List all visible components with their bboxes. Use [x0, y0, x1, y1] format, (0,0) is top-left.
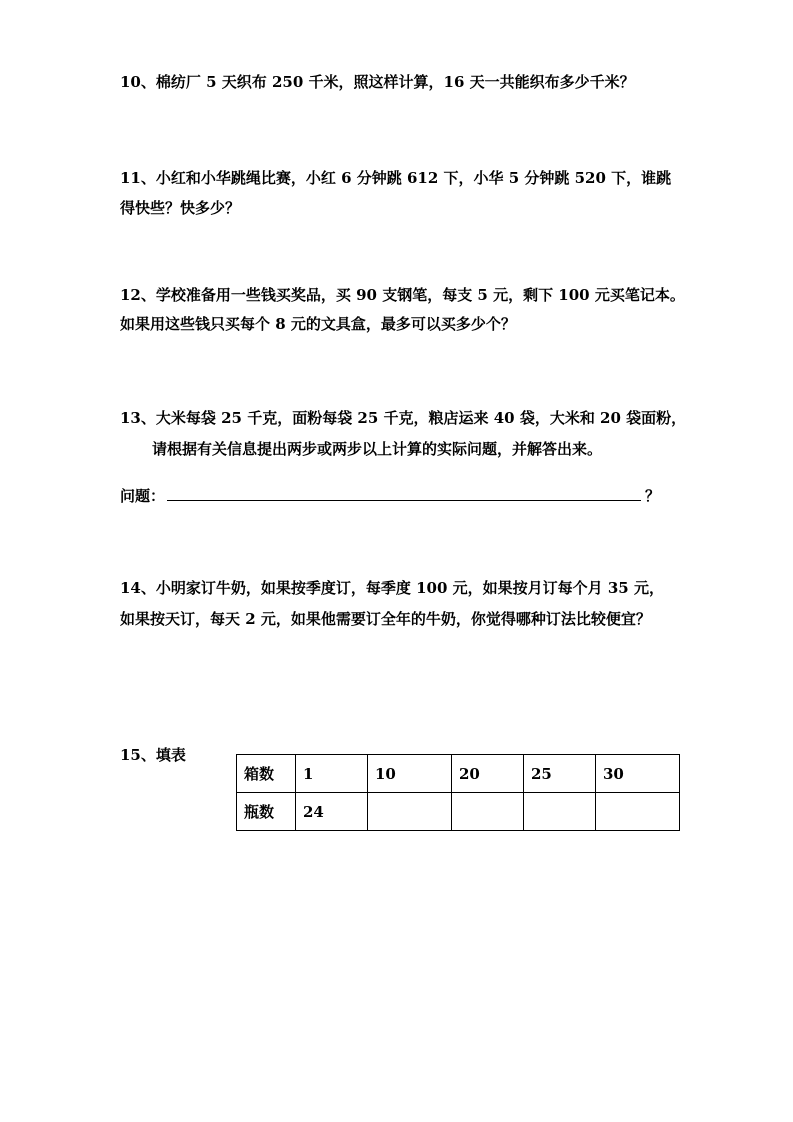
table-cell-empty[interactable]: [452, 793, 524, 831]
table-cell: 20: [452, 755, 524, 793]
table-cell: 瓶数: [237, 793, 296, 831]
question-13-end: ？: [645, 487, 661, 505]
table-cell: 30: [596, 755, 680, 793]
table-cell-empty[interactable]: [524, 793, 596, 831]
table-cell: 1: [296, 755, 368, 793]
question-12-line-2: 如果用这些钱只买每个 8 元的文具盒，最多可以买多少个？: [120, 315, 516, 333]
question-12-line-1: 12、学校准备用一些钱买奖品，买 90 支钢笔，每支 5 元，剩下 100 元买笔记本。: [120, 286, 685, 304]
table-cell: 24: [296, 793, 368, 831]
table-cell: 25: [524, 755, 596, 793]
question-11-line-1: 11、小红和小华跳绳比赛，小红 6 分钟跳 612 下，小华 5 分钟跳 520 下，谁跳: [120, 169, 672, 187]
question-10: 10、棉纺厂 5 天织布 250 千米，照这样计算，16 天一共能织布多少千米？: [120, 73, 635, 91]
table-row-bottles: [237, 793, 680, 831]
table-row-boxes: [237, 755, 680, 793]
question-15-label: 15、填表: [120, 746, 186, 764]
table-cell-empty[interactable]: [596, 793, 680, 831]
table-cell: 箱数: [237, 755, 296, 793]
question-14-line-2: 如果按天订，每天 2 元，如果他需要订全年的牛奶，你觉得哪种订法比较便宜？: [120, 610, 651, 628]
question-13-prompt: 问题：: [120, 487, 166, 505]
question-13-answer-line: [120, 486, 660, 506]
question-11-line-2: 得快些？快多少？: [120, 199, 241, 217]
question-13-line-1: 13、大米每袋 25 千克，面粉每袋 25 千克，粮店运来 40 袋，大米和 20 袋面粉，: [120, 409, 687, 427]
table-cell: 10: [368, 755, 452, 793]
question-14-line-1: 14、小明家订牛奶，如果按季度订，每季度 100 元，如果按月订每个月 35 元，: [120, 579, 664, 597]
question-13-line-2: 请根据有关信息提出两步或两步以上计算的实际问题，并解答出来。: [152, 440, 603, 458]
fill-table: [236, 754, 680, 831]
table-cell-empty[interactable]: [368, 793, 452, 831]
answer-blank[interactable]: [167, 486, 641, 501]
